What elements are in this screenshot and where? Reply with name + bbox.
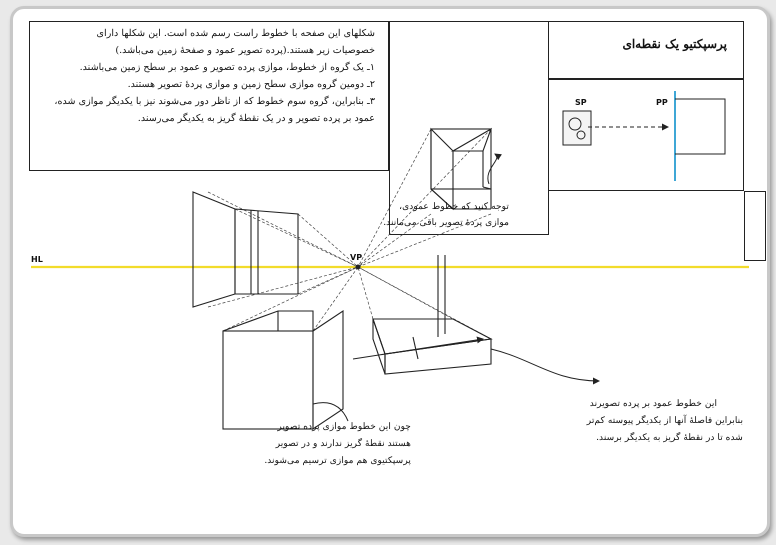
perpendicular-note-arrow [491, 349, 599, 381]
intro-line-4: ۲ـ دومین گروه موازی سطح زمین و موازی پردهٔ تصویر هستند. [127, 79, 375, 90]
left-wall [193, 192, 298, 307]
vanishing-point [356, 265, 361, 270]
bench-arrow [353, 339, 483, 359]
observer-figure [563, 111, 591, 145]
perpendicular-note-line-3: شده تا در نقطهٔ گریز به یکدیگر برسند. [596, 432, 743, 443]
page-title: پرسپکتیو یک نقطه‌ای [622, 37, 727, 51]
perpendicular-note-line-2: بنابراین فاصلهٔ آنها از یکدیگر پیوسته کم‌تر [586, 415, 743, 426]
open-cube [431, 129, 491, 209]
vertical-note-arrow [488, 154, 497, 184]
intro-line-1: شکلهای این صفحه با خطوط راست رسم شده است. این شکلها دارای [96, 28, 375, 39]
intro-line-5: ۳ـ بنابراین، گروه سوم خطوط که از ناظر دور می‌شوند نیز با یکدیگر موازی شده، [54, 96, 375, 107]
vertical-lines-note-line-2: موازی پردهٔ تصویر باقی می‌مانند. [383, 217, 509, 228]
parallel-note-line-2: هستند نقطهٔ گریز ندارند و در تصویر [275, 438, 411, 449]
sp-label: SP [575, 98, 587, 107]
vertical-lines-note-line-1: توجه کنید که خطوط عمودی، [399, 201, 509, 212]
vp-label: VP [350, 253, 363, 262]
perpendicular-note-line-1: این خطوط عمود بر پرده تصویرند [589, 398, 717, 409]
intro-line-6: عمود بر پرده تصویر و در یک نقطهٔ گریز به یکدیگر می‌رسند. [137, 113, 375, 124]
diagram-sheet [10, 6, 770, 537]
parallel-note-line-1: چون این خطوط موازی پرده تصویر [277, 421, 411, 432]
intro-line-3: ۱ـ یک گروه از خطوط، موازی پرده تصویر و عمود بر سطح زمین می‌باشند. [79, 62, 375, 73]
pp-label: PP [656, 98, 668, 107]
lower-bench [373, 255, 491, 374]
inset-diagram [563, 91, 725, 181]
lower-box [223, 311, 343, 429]
intro-line-2: خصوصیات زیر هستند.(پرده تصویر عمود و صفحهٔ زمین می‌باشد.) [115, 45, 375, 56]
hl-label: HL [31, 255, 43, 264]
parallel-note-line-3: پرسپکتیوی هم موازی ترسیم می‌شوند. [264, 455, 411, 466]
